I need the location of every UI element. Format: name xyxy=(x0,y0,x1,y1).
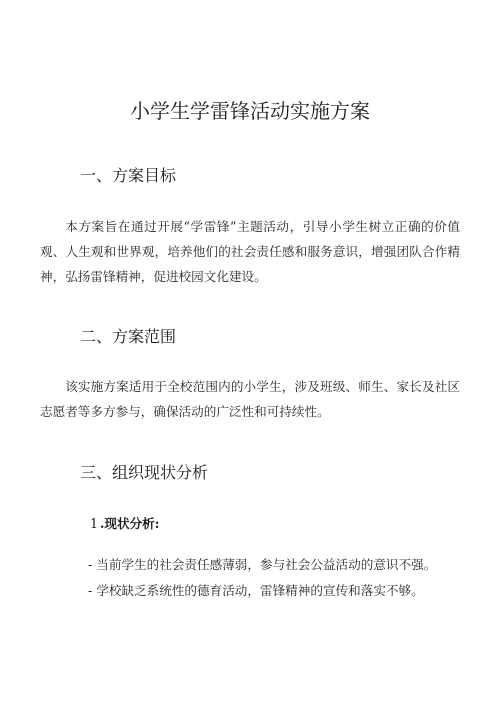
status-bullet-list xyxy=(88,552,436,604)
list-item: - 学校缺乏系统性的德育活动，雷锋精神的宣传和落实不够。 xyxy=(88,583,424,598)
section-heading-analysis: 三、组织现状分析 xyxy=(80,463,209,482)
section-paragraph-scope: 该实施方案适用于全校范围内的小学生，涉及班级、师生、家长及社区志愿者等多方参与，确保活动的广泛性和可持续性。 xyxy=(40,379,460,419)
subsection-heading-status xyxy=(90,514,159,534)
subsection-number: 1 xyxy=(90,516,99,531)
section-heading-goals: 一、方案目标 xyxy=(80,166,177,185)
section-heading-scope: 二、方案范围 xyxy=(80,327,177,346)
list-item: - 当前学生的社会责任感薄弱，参与社会公益活动的意识不强。 xyxy=(88,557,437,572)
document-title: 小学生学雷锋活动实施方案 xyxy=(130,99,370,123)
section-paragraph-goals: 本方案旨在通过开展“学雷锋”主题活动，引导小学生树立正确的价值观、人生观和世界观，培养他们的社会责任感和服务意识，增强团队合作精神，弘扬雷锋精神，促进校园文化建设。 xyxy=(40,219,460,284)
subsection-label: .现状分析: xyxy=(100,516,160,531)
